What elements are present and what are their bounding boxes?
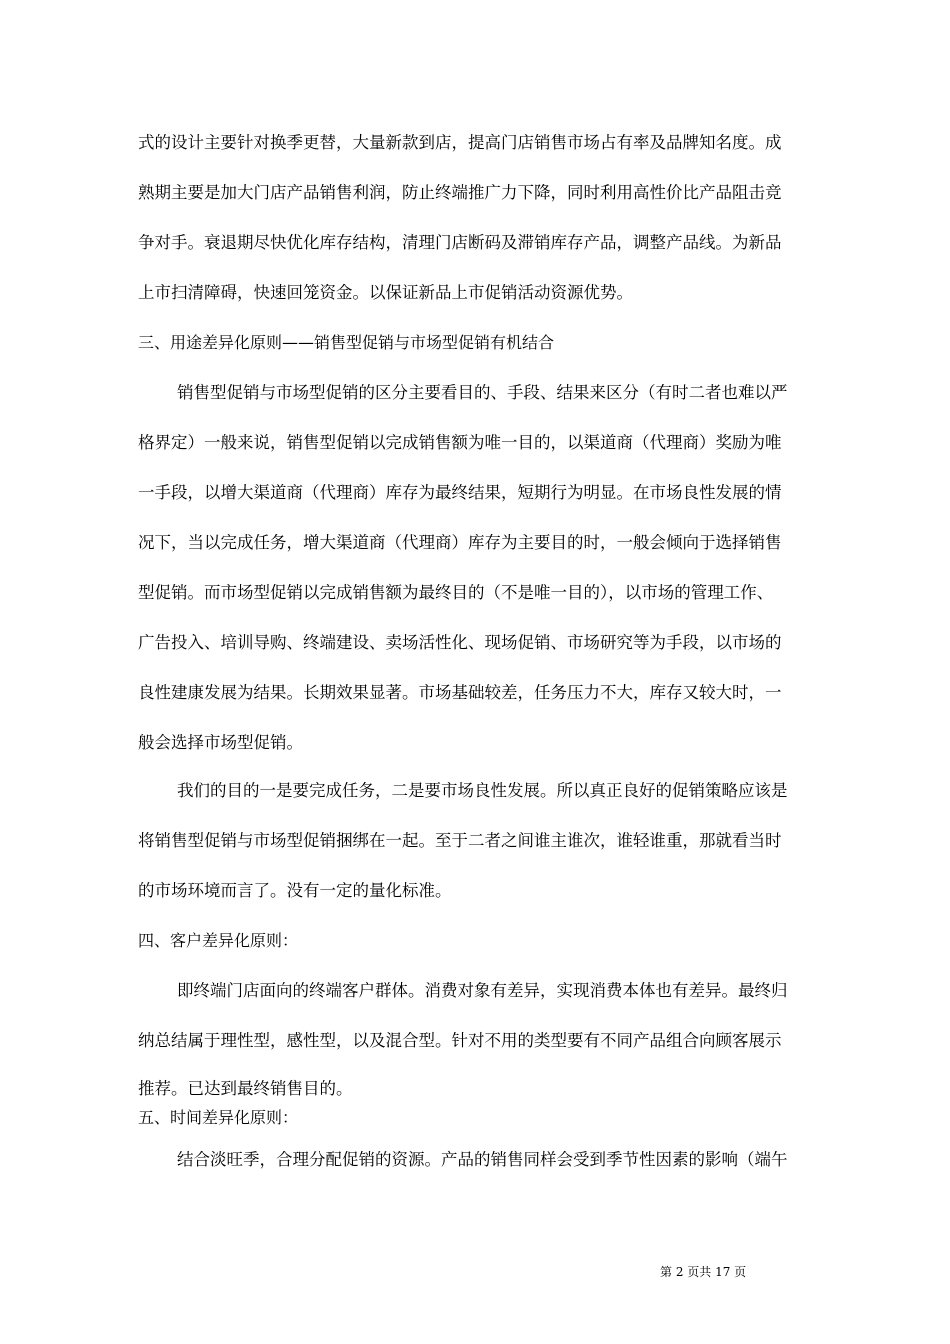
page-footer: 第 2 页共 17 页 bbox=[660, 1265, 747, 1279]
section-heading-3: 三、用途差异化原则——销售型促销与市场型促销有机结合 bbox=[138, 333, 555, 352]
section-heading-4: 四、客户差异化原则： bbox=[138, 931, 299, 950]
body-text-line: 况下，当以完成任务，增大渠道商（代理商）库存为主要目的时，一般会倾向于选择销售 bbox=[138, 533, 782, 552]
body-text-line: 上市扫清障碍，快速回笼资金。以保证新品上市促销活动资源优势。 bbox=[138, 283, 633, 302]
body-text-line: 一手段，以增大渠道商（代理商）库存为最终结果，短期行为明显。在市场良性发展的情 bbox=[138, 483, 782, 502]
paragraph-first-line: 即终端门店面向的终端客户群体。消费对象有差异，实现消费本体也有差异。最终归 bbox=[177, 981, 788, 1000]
paragraph-first-line: 结合淡旺季，合理分配促销的资源。产品的销售同样会受到季节性因素的影响（端午 bbox=[177, 1150, 788, 1169]
body-text-line: 纳总结属于理性型，感性型，以及混合型。针对不用的类型要有不同产品组合向顾客展示 bbox=[138, 1031, 782, 1050]
body-text-line: 型促销。而市场型促销以完成销售额为最终目的（不是唯一目的），以市场的管理工作、 bbox=[138, 583, 774, 602]
body-text-line: 式的设计主要针对换季更替，大量新款到店，提高门店销售市场占有率及品牌知名度。成 bbox=[138, 133, 782, 152]
body-text-line: 争对手。衰退期尽快优化库存结构，清理门店断码及滞销库存产品，调整产品线。为新品 bbox=[138, 233, 782, 252]
body-text-line: 推荐。已达到最终销售目的。 bbox=[138, 1079, 353, 1098]
body-text-line: 的市场环境而言了。没有一定的量化标准。 bbox=[138, 881, 452, 900]
body-text-line: 广告投入、培训导购、终端建设、卖场活性化、现场促销、市场研究等为手段，以市场的 bbox=[138, 633, 782, 652]
body-text-line: 格界定）一般来说，销售型促销以完成销售额为唯一目的，以渠道商（代理商）奖励为唯 bbox=[138, 433, 782, 452]
paragraph-first-line: 我们的目的一是要完成任务，二是要市场良性发展。所以真正良好的促销策略应该是 bbox=[177, 781, 788, 800]
section-heading-5: 五、时间差异化原则： bbox=[138, 1108, 299, 1127]
body-text-line: 将销售型促销与市场型促销捆绑在一起。至于二者之间谁主谁次，谁轻谁重，那就看当时 bbox=[138, 831, 782, 850]
body-text-line: 般会选择市场型促销。 bbox=[138, 733, 303, 752]
paragraph-first-line: 销售型促销与市场型促销的区分主要看目的、手段、结果来区分（有时二者也难以严 bbox=[177, 383, 788, 402]
body-text-line: 熟期主要是加大门店产品销售利润，防止终端推广力下降，同时利用高性价比产品阻击竞 bbox=[138, 183, 782, 202]
body-text-line: 良性建康发展为结果。长期效果显著。市场基础较差，任务压力不大，库存又较大时，一 bbox=[138, 683, 782, 702]
